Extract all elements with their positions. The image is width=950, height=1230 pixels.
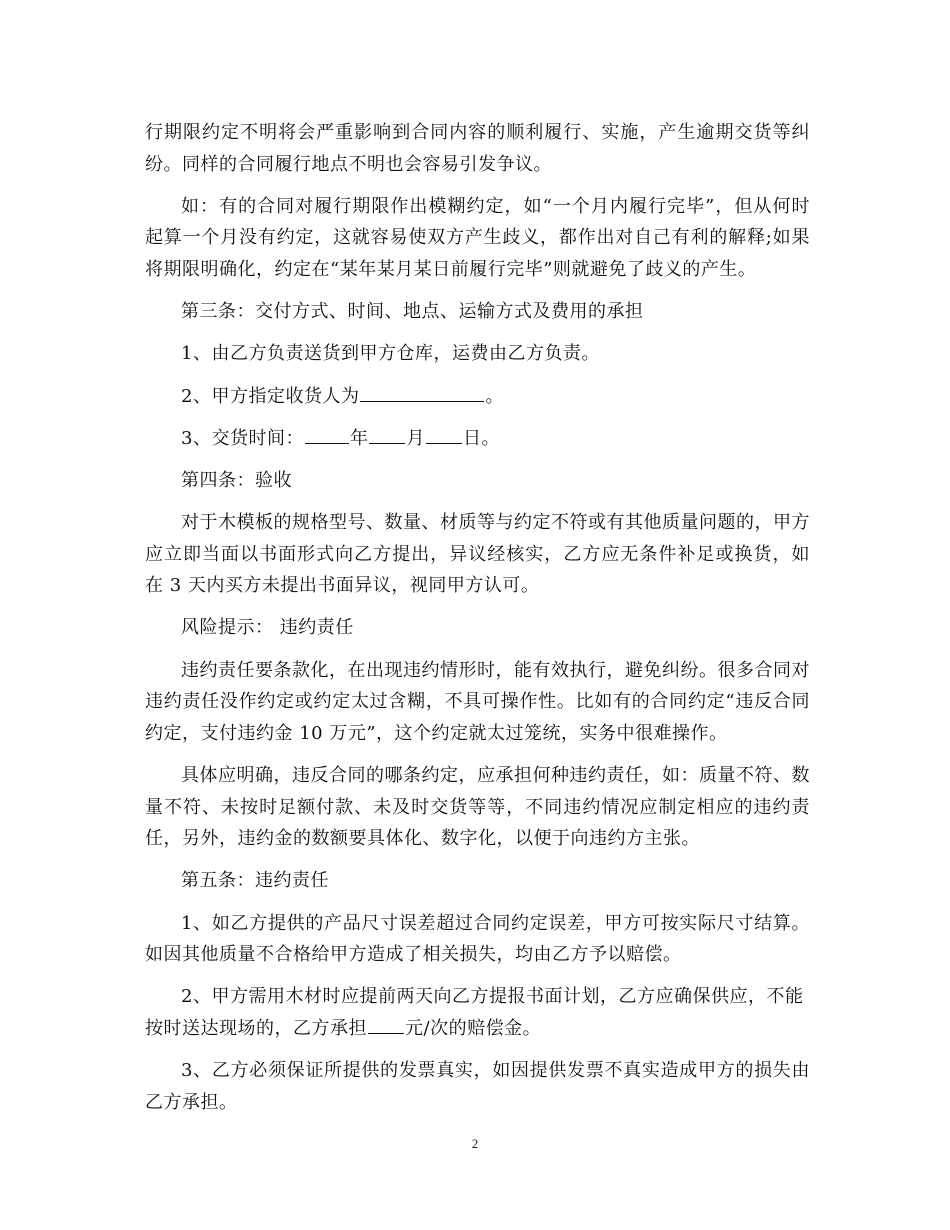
- paragraph-intro-continuation: 行期限约定不明将会严重影响到合同内容的顺利履行、实施，产生逾期交货等纠纷。同样的合同履行地点不明也会容易引发争议。: [145, 122, 810, 175]
- document-body: [145, 117, 810, 1129]
- month-label: 月: [406, 427, 425, 449]
- article-5-item-2-line-1: 2、甲方需用木材时应提前两天向乙方提报书面计划，乙方应确保供应，不能: [181, 986, 804, 1008]
- article-5-heading: 第五条：违约责任: [181, 870, 329, 892]
- article-4-body: 对于木模板的规格型号、数量、材质等与约定不符或有其他质量问题的，甲方应立即当面以书面形式向乙方提出，异议经核实，乙方应无条件补足或换货，如在 3 天内买方未提出书面异议，视同甲方认可。: [145, 512, 810, 597]
- paragraph-example: 如：有的合同对履行期限作出模糊约定，如“一个月内履行完毕”，但从何时起算一个月没有约定，这就容易使双方产生歧义，都作出对自己有利的解释;如果将期限明确化，约定在“某年某月某日前履行完毕”则就避免了歧义的产生。: [145, 195, 810, 280]
- risk-tip-heading: 风险提示： 违约责任: [181, 617, 354, 639]
- article-5-item-3: 3、乙方必须保证所提供的发票真实，如因提供发票不真实造成甲方的损失由乙方承担。: [145, 1060, 810, 1113]
- compensation-blank: [368, 1032, 404, 1034]
- article-3-item-3: [145, 423, 810, 455]
- article-3-item-2-label: 2、甲方指定收货人为: [181, 385, 360, 407]
- year-blank: [305, 442, 349, 444]
- day-blank: [426, 442, 462, 444]
- year-label: 年: [349, 427, 369, 449]
- article-3-item-1: 1、由乙方负责送货到甲方仓库，运费由乙方负责。: [181, 343, 600, 365]
- article-3-item-2-end: 。: [485, 385, 504, 407]
- risk-tip-body-2: 具体应明确，违反合同的哪条约定，应承担何种违约责任，如：质量不符、数量不符、未按时足额付款、未及时交货等等，不同违约情况应制定相应的违约责任，另外，违约金的数额要具体化、数字化，以便于向违约方主张。: [145, 765, 810, 850]
- delivery-time-label: 3、交货时间：: [181, 427, 304, 449]
- compensation-unit: 元/次的赔偿金。: [405, 1017, 542, 1039]
- article-5-item-2-line-2: [145, 1013, 810, 1045]
- month-blank: [369, 442, 405, 444]
- day-label: 日。: [462, 427, 500, 449]
- receiver-blank: [360, 400, 484, 402]
- article-5-item-1: 1、如乙方提供的产品尺寸误差超过合同约定误差，甲方可按实际尺寸结算。如因其他质量不合格给甲方造成了相关损失，均由乙方予以赔偿。: [145, 912, 810, 966]
- page-number: 2: [471, 1136, 479, 1151]
- article-3-item-2: [145, 381, 810, 413]
- risk-tip-body-1: 违约责任要条款化，在出现违约情形时，能有效执行，避免纠纷。很多合同对违约责任没作约定或约定太过含糊，不具可操作性。比如有的合同约定“违反合同约定，支付违约金 10 万元”，这个约定就太过笼统，实务中很难操作。: [145, 659, 810, 744]
- compensation-label: 按时送达现场的，乙方承担: [145, 1017, 367, 1039]
- article-3-heading: 第三条：交付方式、时间、地点、运输方式及费用的承担: [181, 301, 644, 323]
- article-4-heading: 第四条：验收: [181, 469, 292, 491]
